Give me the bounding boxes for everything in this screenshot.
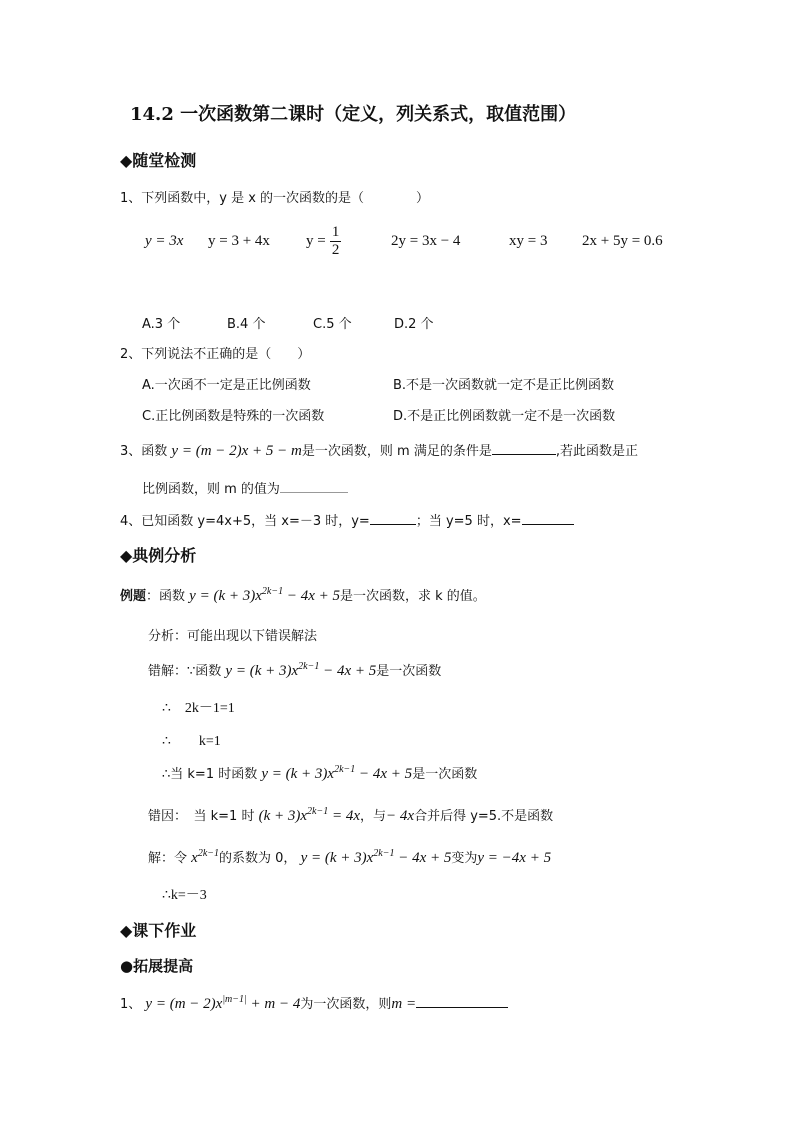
wrong-step-3-formula: $y = (k + 3)x^{2k-1} - 4x + 5$ <box>261 764 413 782</box>
example-label: 例题 <box>120 589 147 604</box>
q2-option-c: C.正比例函数是特殊的一次函数 <box>142 409 325 424</box>
section-heading-homework: ◆课下作业 <box>120 921 197 940</box>
hw1-prefix: 1、 <box>120 997 142 1012</box>
hw1-blank-m[interactable] <box>416 993 508 1008</box>
wrong-step-3-after: 是一次函数 <box>412 767 478 782</box>
wrong-solution-lead: 错解：∵函数 <box>148 664 222 679</box>
q3-blank-condition[interactable] <box>492 440 556 455</box>
q1-option-c: C.5 个 <box>313 317 352 332</box>
q1-formula-2: y = 3 + 4x <box>208 233 270 249</box>
q2-option-d: D.不是正比例函数就一定不是一次函数 <box>393 409 616 424</box>
subsection-heading-extension: ●拓展提高 <box>120 957 194 975</box>
section-heading-practice: ◆随堂检测 <box>120 151 197 170</box>
q3-formula: y = (m − 2)x + 5 − m <box>171 443 302 459</box>
correct-solution-lead: 解：令 <box>148 851 188 866</box>
error-reason-formula: $(k + 3)x^{2k-1} = 4x$ <box>258 806 361 824</box>
q4-blank-y[interactable] <box>370 510 416 525</box>
q1-option-d: D.2 个 <box>394 317 434 332</box>
error-reason-line <box>148 805 553 825</box>
wrong-solution-formula: $y = (k + 3)x^{2k-1} - 4x + 5$ <box>225 661 377 679</box>
wrong-solution-after: 是一次函数 <box>376 664 442 679</box>
question-3-line-2 <box>142 478 348 497</box>
q1-formula-6: 2x + 5y = 0.6 <box>582 233 663 249</box>
q4-part-2: ；当 y=5 时，x= <box>415 514 522 529</box>
error-reason-tail: 合并后得 y=5.不是函数 <box>414 809 554 824</box>
q1-formula-3 <box>306 224 341 259</box>
wrong-step-3-lead: ∴当 k=1 时函数 <box>162 767 258 782</box>
q2-option-b: B.不是一次函数就一定不是正比例函数 <box>393 378 615 393</box>
correct-solution-power: $x^{2k-1}$ <box>191 848 220 866</box>
q1-formula-4: 2y = 3x − 4 <box>391 233 461 249</box>
question-4 <box>120 510 574 529</box>
q3-line-2-text: 比例函数，则 m 的值为 <box>142 482 280 497</box>
correct-solution-formula: $y = (k + 3)x^{2k-1} - 4x + 5$ <box>300 848 452 866</box>
q3-prefix: 3、函数 <box>120 444 168 459</box>
example-after: 是一次函数，求 k 的值。 <box>339 589 486 604</box>
question-2-stem: 2、下列说法不正确的是（ ） <box>120 347 311 362</box>
hw1-m-equals: m = <box>391 996 417 1012</box>
hw1-formula: $y = (m - 2)x^{|m-1|} + m - 4$ <box>145 994 301 1012</box>
question-1-stem: 1、下列函数中，y 是 x 的一次函数的是（ ） <box>120 191 430 206</box>
error-reason-lead: 错因： 当 k=1 时 <box>148 809 255 824</box>
error-reason-term: − 4x <box>386 808 415 824</box>
q4-blank-x[interactable] <box>522 510 574 525</box>
section-heading-examples: ◆典例分析 <box>120 546 197 565</box>
q1-formula-3-fraction <box>330 224 342 259</box>
q2-option-a: A.一次函不一定是正比例函数 <box>142 378 311 393</box>
wrong-solution-line <box>148 660 441 680</box>
correct-solution-answer: ∴k=－3 <box>162 888 207 903</box>
q3-blank-value[interactable] <box>280 478 348 493</box>
page-title: 14.2 一次函数第二课时（定义，列关系式，取值范围） <box>130 104 577 125</box>
example-lead: ：函数 <box>146 589 186 604</box>
q1-option-b: B.4 个 <box>227 317 266 332</box>
example-statement <box>120 585 486 605</box>
q1-formula-5: xy = 3 <box>509 233 548 249</box>
example-formula: $y = (k + 3)x^{2k-1} - 4x + 5$ <box>189 586 340 604</box>
homework-question-1 <box>120 993 508 1013</box>
fraction-denominator: 2 <box>331 242 340 258</box>
q3-tail-text: ,若此函数是正 <box>555 444 638 459</box>
q1-formula-1: y = 3x <box>145 233 184 249</box>
q3-middle-text: 是一次函数，则 m 满足的条件是 <box>301 444 492 459</box>
hw1-mid: 为一次函数，则 <box>300 997 392 1012</box>
q4-part-1: 4、已知函数 y=4x+5，当 x=－3 时，y= <box>120 514 370 529</box>
example-analysis: 分析：可能出现以下错误解法 <box>148 629 318 644</box>
correct-solution-line <box>148 847 551 867</box>
wrong-step-2: ∴ k=1 <box>162 734 221 749</box>
correct-solution-result: y = −4x + 5 <box>477 850 552 866</box>
wrong-step-3 <box>162 763 477 783</box>
q1-formula-3-lhs: y = <box>306 233 326 249</box>
correct-solution-change: 变为 <box>451 851 478 866</box>
question-3-line-1 <box>120 440 638 460</box>
correct-solution-mid: 的系数为 0， <box>219 851 297 866</box>
q1-option-a: A.3 个 <box>142 317 181 332</box>
wrong-step-1: ∴ 2k－1=1 <box>162 701 235 716</box>
fraction-numerator: 1 <box>331 224 340 240</box>
error-reason-mid: ，与 <box>360 809 387 824</box>
